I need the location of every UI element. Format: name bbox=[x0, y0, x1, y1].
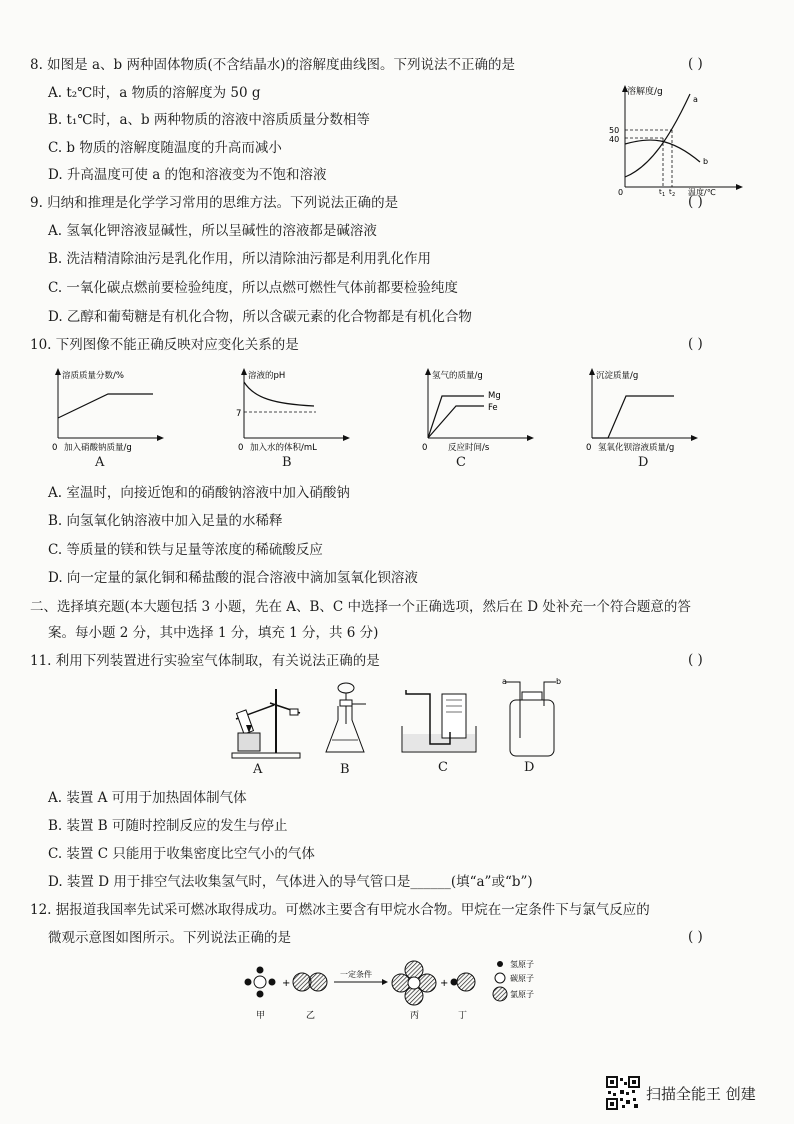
q10-caption-a: A bbox=[95, 455, 105, 470]
q11-caption-b: B bbox=[340, 762, 350, 777]
q10d-origin: 0 bbox=[586, 443, 592, 453]
q9-option-c: C. 一氧化碳点燃前要检验纯度，所以点燃可燃性气体前都要检验纯度 bbox=[48, 280, 458, 296]
q10d-xlabel: 氢氧化钡溶液质量/g bbox=[598, 443, 675, 453]
q12-condition: 一定条件 bbox=[340, 970, 372, 979]
q11-label-a: a bbox=[502, 678, 507, 686]
q8-t2-sub: 2 bbox=[672, 192, 676, 198]
q8-xlabel: 温度/℃ bbox=[688, 188, 716, 197]
q9-option-d: D. 乙醇和葡萄糖是有机化合物，所以含碳元素的化合物都是有机化合物 bbox=[48, 309, 472, 325]
legend-chlorine-label: 氯原子 bbox=[510, 990, 534, 999]
q11-option-d: D. 装置 D 用于排空气法收集氢气时，气体进入的导气管口是______(填“a”或“b”) bbox=[48, 874, 533, 890]
q10b-origin: 0 bbox=[238, 443, 244, 453]
q10-stem: 10. 下列图像不能正确反映对应变化关系的是 bbox=[30, 337, 299, 353]
q10-caption-b: B bbox=[282, 455, 292, 470]
legend-carbon-icon bbox=[495, 973, 505, 983]
q10-graph-a bbox=[48, 366, 168, 454]
q8-option-b: B. t₁℃时，a、b 两种物质的溶液中溶质质量分数相等 bbox=[48, 112, 370, 128]
q11-answer-bracket[interactable]: ( ) bbox=[688, 652, 703, 668]
q10c-xlabel: 反应时间/s bbox=[448, 443, 490, 453]
q10-caption-d: D bbox=[638, 455, 649, 470]
chlorine-molecule bbox=[293, 973, 327, 991]
q10a-xlabel: 加入硝酸钠质量/g bbox=[64, 443, 132, 453]
q8-ylabel: 溶解度/g bbox=[627, 87, 663, 97]
q10-graph-d bbox=[582, 366, 712, 454]
q9-answer-bracket[interactable]: ( ) bbox=[688, 194, 703, 210]
q10d-ylabel: 沉淀质量/g bbox=[596, 371, 639, 381]
svg-text:+: + bbox=[440, 978, 449, 989]
q10a-origin: 0 bbox=[52, 443, 58, 453]
q10-graph-c bbox=[418, 366, 538, 454]
qr-code-icon bbox=[606, 1076, 640, 1110]
legend-hydrogen-icon bbox=[497, 961, 503, 967]
q10-option-c: C. 等质量的镁和铁与足量等浓度的稀硫酸反应 bbox=[48, 542, 323, 558]
q10c-series-fe: Fe bbox=[488, 403, 498, 413]
q10-option-b: B. 向氢氧化钠溶液中加入足量的水稀释 bbox=[48, 513, 283, 529]
hydrogen-chloride-molecule bbox=[451, 973, 476, 991]
q8-curve-a bbox=[625, 94, 690, 177]
q12-stem-line1: 12. 据报道我国率先试采可燃冰取得成功。可燃冰主要含有甲烷水合物。甲烷在一定条件下与氯气反应的 bbox=[30, 902, 650, 918]
q8-stem: 8. 如图是 a、b 两种固体物质(不含结晶水)的溶解度曲线图。下列说法不正确的是 bbox=[30, 57, 515, 73]
q11-apparatus-b bbox=[320, 680, 370, 760]
q11-stem: 11. 利用下列装置进行实验室气体制取，有关说法正确的是 bbox=[30, 653, 380, 669]
footer-scanner-credit: 扫描全能王 创建 bbox=[646, 1085, 756, 1103]
q10c-ylabel: 氢气的质量/g bbox=[432, 371, 483, 381]
q11-apparatus-c bbox=[400, 686, 480, 758]
q8-option-c: C. b 物质的溶解度随温度的升高而减小 bbox=[48, 140, 282, 156]
q8-solubility-graph bbox=[600, 82, 750, 198]
carbon-tetrachloride-molecule bbox=[392, 961, 436, 1005]
q10b-tick-7: 7 bbox=[236, 409, 242, 419]
q9-option-a: A. 氢氧化钾溶液显碱性，所以呈碱性的溶液都是碱溶液 bbox=[48, 223, 377, 239]
q11-caption-d: D bbox=[524, 760, 535, 775]
q11-apparatus-a bbox=[228, 683, 308, 761]
q8-tick-40: 40 bbox=[609, 135, 620, 144]
q9-option-b: B. 洗洁精清除油污是乳化作用，所以清除油污都是利用乳化作用 bbox=[48, 251, 432, 267]
q10a-ylabel: 溶质质量分数/% bbox=[62, 371, 124, 381]
q10-caption-c: C bbox=[456, 455, 466, 470]
q8-origin: 0 bbox=[618, 188, 624, 197]
q8-label-b: b bbox=[703, 157, 709, 166]
label-bing: 丙 bbox=[410, 1011, 420, 1021]
legend-chlorine-icon bbox=[493, 987, 507, 1001]
q11-caption-c: C bbox=[438, 760, 448, 775]
q10-graph-b bbox=[234, 366, 354, 454]
q11-option-b: B. 装置 B 可随时控制反应的发生与停止 bbox=[48, 818, 288, 834]
methane-molecule bbox=[245, 967, 276, 998]
section2-heading-line1: 二、选择填充题(本大题包括 3 小题，先在 A、B、C 中选择一个正确选项，然后在 D 处补充一个符合题意的答 bbox=[30, 599, 691, 615]
q12-answer-bracket[interactable]: ( ) bbox=[688, 929, 703, 945]
q10b-ylabel: 溶液的pH bbox=[248, 371, 286, 381]
q10c-series-mg: Mg bbox=[488, 391, 501, 401]
q10-option-d: D. 向一定量的氯化铜和稀盐酸的混合溶液中滴加氢氧化钡溶液 bbox=[48, 570, 418, 586]
q9-stem: 9. 归纳和推理是化学学习常用的思维方法。下列说法正确的是 bbox=[30, 195, 399, 211]
q10c-origin: 0 bbox=[422, 443, 428, 453]
q11-apparatus-d bbox=[500, 678, 564, 762]
label-ding: 丁 bbox=[458, 1011, 468, 1021]
q12-molecule-diagram bbox=[236, 956, 536, 1026]
q10-answer-bracket[interactable]: ( ) bbox=[688, 336, 703, 352]
q8-t2: t bbox=[669, 188, 672, 196]
label-yi: 乙 bbox=[306, 1011, 316, 1021]
q12-stem-line2: 微观示意图如图所示。下列说法正确的是 bbox=[48, 930, 291, 946]
q11-option-c: C. 装置 C 只能用于收集密度比空气小的气体 bbox=[48, 846, 315, 862]
q10b-xlabel: 加入水的体积/mL bbox=[250, 443, 317, 453]
q8-option-d: D. 升高温度可使 a 的饱和溶液变为不饱和溶液 bbox=[48, 167, 327, 183]
legend-carbon-label: 碳原子 bbox=[510, 974, 534, 983]
q8-option-a: A. t₂℃时，a 物质的溶解度为 50 g bbox=[48, 85, 261, 101]
q11-option-a: A. 装置 A 可用于加热固体制气体 bbox=[48, 790, 247, 806]
label-jia: 甲 bbox=[256, 1011, 266, 1021]
q8-label-a: a bbox=[693, 95, 698, 104]
q8-t1: t bbox=[659, 188, 662, 196]
q8-tick-50: 50 bbox=[609, 126, 620, 135]
svg-text:+: + bbox=[282, 978, 291, 989]
q8-answer-bracket[interactable]: ( ) bbox=[688, 56, 703, 72]
legend-hydrogen-label: 氢原子 bbox=[510, 960, 534, 969]
q11-label-b: b bbox=[556, 678, 562, 686]
q8-t1-sub: 1 bbox=[662, 192, 666, 198]
q10-option-a: A. 室温时，向接近饱和的硝酸钠溶液中加入硝酸钠 bbox=[48, 485, 350, 501]
section2-heading-line2: 案。每小题 2 分，其中选择 1 分，填充 1 分，共 6 分) bbox=[48, 625, 379, 641]
q11-caption-a: A bbox=[253, 762, 263, 777]
